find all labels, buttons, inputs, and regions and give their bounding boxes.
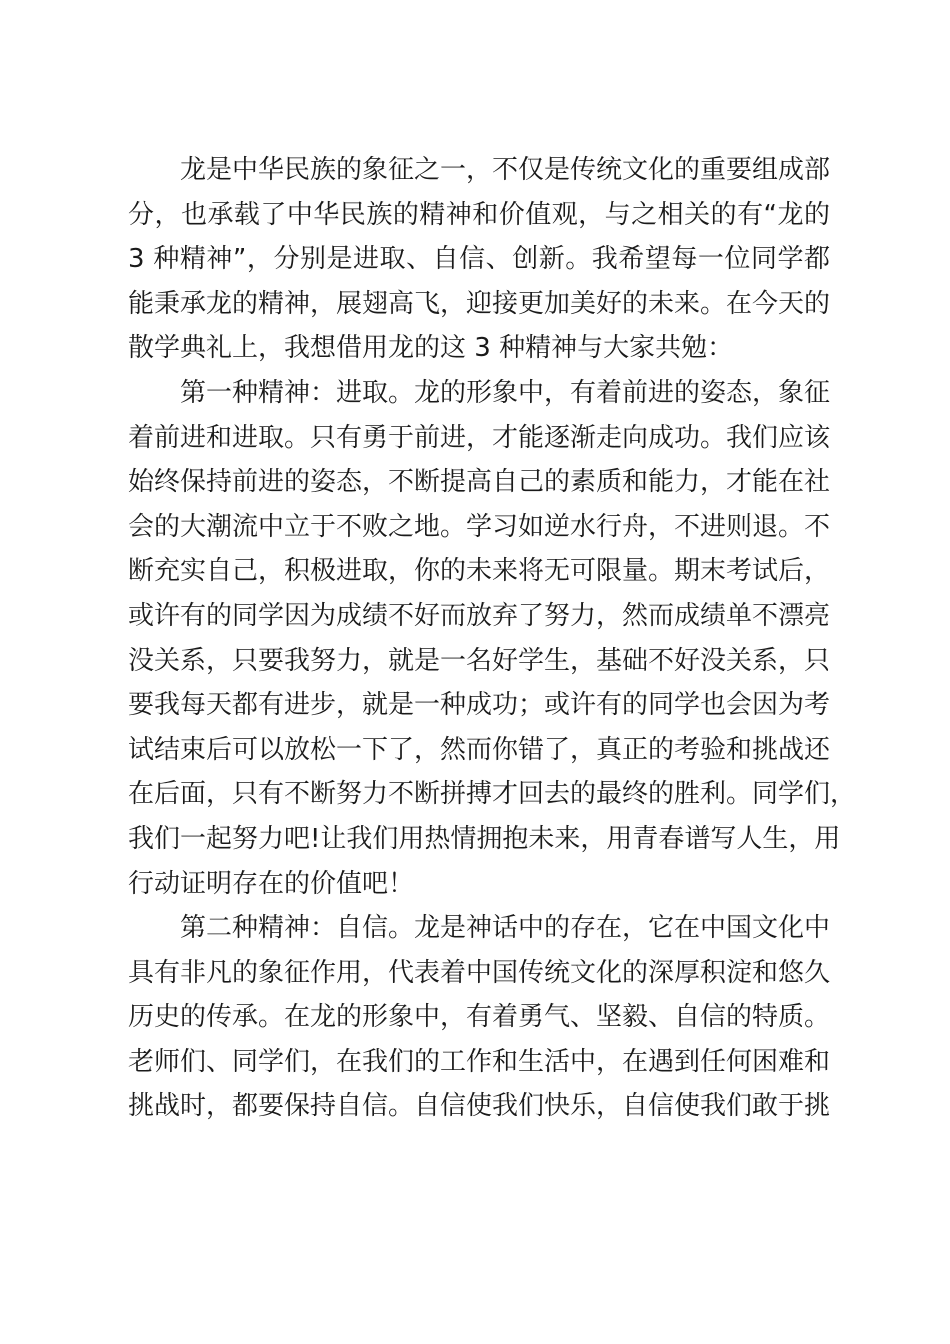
text-line: 试结束后可以放松一下了，然而你错了，真正的考验和挑战还	[128, 734, 831, 765]
text-line: 第二种精神：自信。龙是神话中的存在，它在中国文化中	[128, 913, 831, 944]
text-line: 在后面，只有不断努力不断拼搏才回去的最终的胜利。同学们，	[128, 779, 857, 810]
text-line: 散学典礼上，我想借用龙的这 3 种精神与大家共勉：	[128, 333, 734, 364]
text-line: 能秉承龙的精神，展翅高飞，迎接更加美好的未来。在今天的	[128, 288, 831, 319]
paragraph	[128, 371, 857, 906]
text-line: 挑战时，都要保持自信。自信使我们快乐，自信使我们敢于挑	[128, 1091, 831, 1122]
text-line: 着前进和进取。只有勇于前进，才能逐渐走向成功。我们应该	[128, 422, 831, 453]
text-line: 龙是中华民族的象征之一，不仅是传统文化的重要组成部	[128, 155, 831, 185]
paragraph	[128, 148, 830, 371]
text-line: 行动证明存在的价值吧！	[128, 868, 415, 899]
text-line: 老师们、同学们，在我们的工作和生活中，在遇到任何困难和	[128, 1046, 831, 1077]
document-body	[128, 148, 857, 1129]
text-line: 3 种精神”，分别是进取、自信、创新。我希望每一位同学都	[128, 244, 830, 275]
text-line: 或许有的同学因为成绩不好而放弃了努力，然而成绩单不漂亮	[128, 600, 831, 631]
text-line: 历史的传承。在龙的形象中，有着勇气、坚毅、自信的特质。	[128, 1002, 831, 1033]
text-line: 我们一起努力吧!让我们用热情拥抱未来，用青春谱写人生，用	[128, 823, 841, 854]
text-line: 第一种精神：进取。龙的形象中，有着前进的姿态，象征	[128, 377, 831, 408]
text-line: 始终保持前进的姿态，不断提高自己的素质和能力，才能在社	[128, 467, 831, 498]
paragraph	[128, 906, 830, 1129]
text-line: 没关系，只要我努力，就是一名好学生，基础不好没关系，只	[128, 645, 831, 676]
text-line: 会的大潮流中立于不败之地。学习如逆水行舟，不进则退。不	[128, 511, 831, 542]
text-line: 断充实自己，积极进取，你的未来将无可限量。期末考试后，	[128, 556, 831, 587]
text-line: 要我每天都有进步，就是一种成功；或许有的同学也会因为考	[128, 690, 831, 721]
text-line: 具有非凡的象征作用，代表着中国传统文化的深厚积淀和悠久	[128, 957, 831, 988]
text-line: 分，也承载了中华民族的精神和价值观，与之相关的有“龙的	[128, 199, 830, 230]
